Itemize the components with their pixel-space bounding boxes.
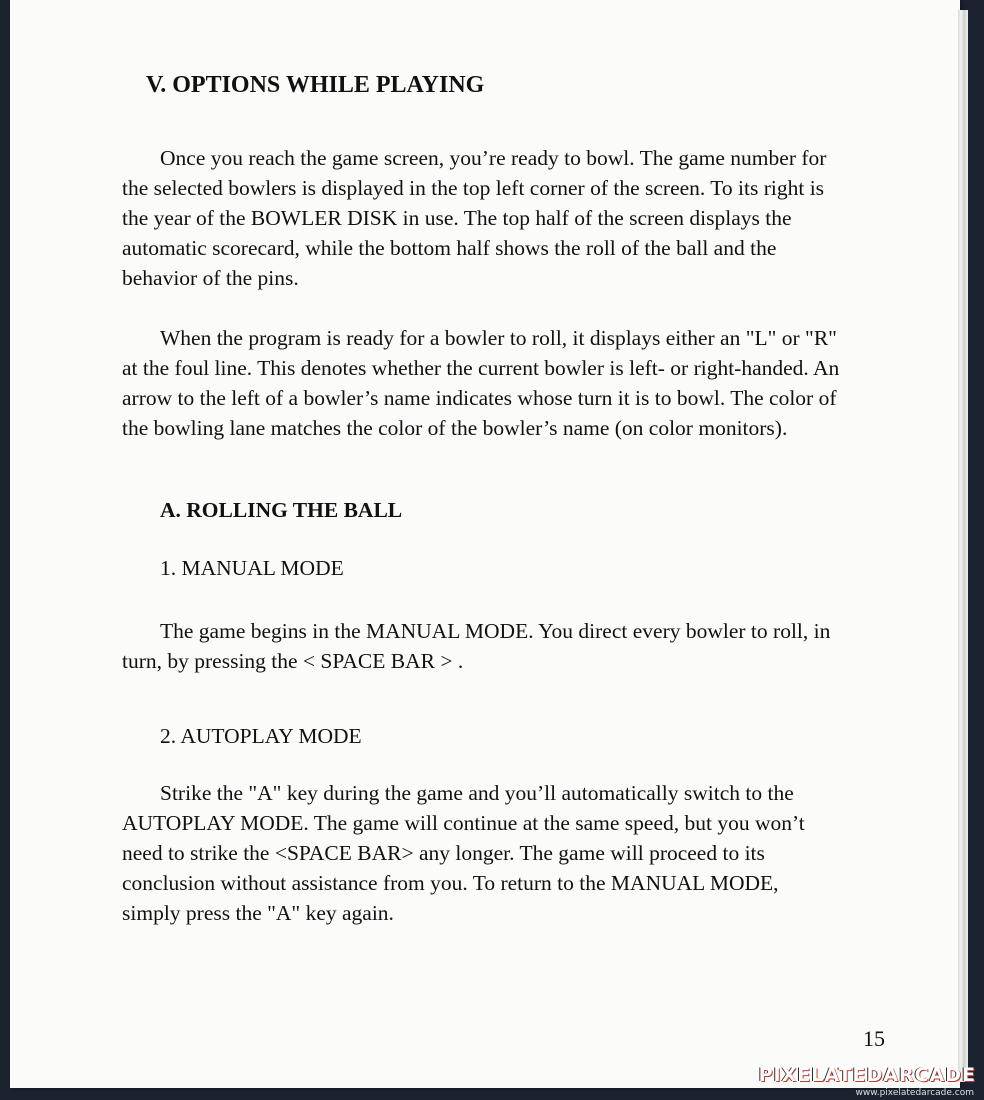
subheading-manual-mode: 1. MANUAL MODE — [160, 556, 344, 580]
section-heading: V. OPTIONS WHILE PLAYING — [146, 72, 485, 98]
paragraph-ready: When the program is ready for a bowler to roll, it displays either an "L" or "R" at the foul line. This denotes whether the current bowler is left- or right-handed. An arrow to the left of a bowler’s name indicates whose turn it is to bowl. The color of the bowling lane matches the color of the bowler’s name (on color monitors). — [122, 326, 840, 440]
paragraph-intro: Once you reach the game screen, you’re ready to bowl. The game number for the selected bowlers is displayed in the top left corner of the screen. To its right is the year of the BOWLER DISK in use. The top half of the screen displays the automatic scorecard, while the bottom half shows the roll of the ball and the behavior of the pins. — [122, 146, 827, 290]
paragraph-manual: The game begins in the MANUAL MODE. You direct every bowler to roll, in turn, by pressing the < SPACE BAR > . — [122, 619, 831, 673]
subheading-rolling-the-ball: A. ROLLING THE BALL — [160, 498, 403, 522]
manual-page — [10, 0, 960, 1088]
page-stack-edge — [958, 10, 968, 1082]
watermark-logo: PIXELATEDARCADE — [758, 1064, 976, 1086]
subheading-autoplay-mode: 2. AUTOPLAY MODE — [160, 724, 362, 748]
page-content — [122, 62, 842, 928]
paragraph-autoplay: Strike the "A" key during the game and you’ll automatically switch to the AUTOPLAY MODE. The game will continue at the same speed, but you won’t need to strike the <SPACE BAR> any longer. The game will proceed to its conclusion without assistance from you. To return to the MANUAL MODE, simply press the "A" key again. — [122, 781, 805, 925]
page-number: 15 — [863, 1026, 885, 1051]
watermark-url: www.pixelatedarcade.com — [855, 1088, 974, 1098]
